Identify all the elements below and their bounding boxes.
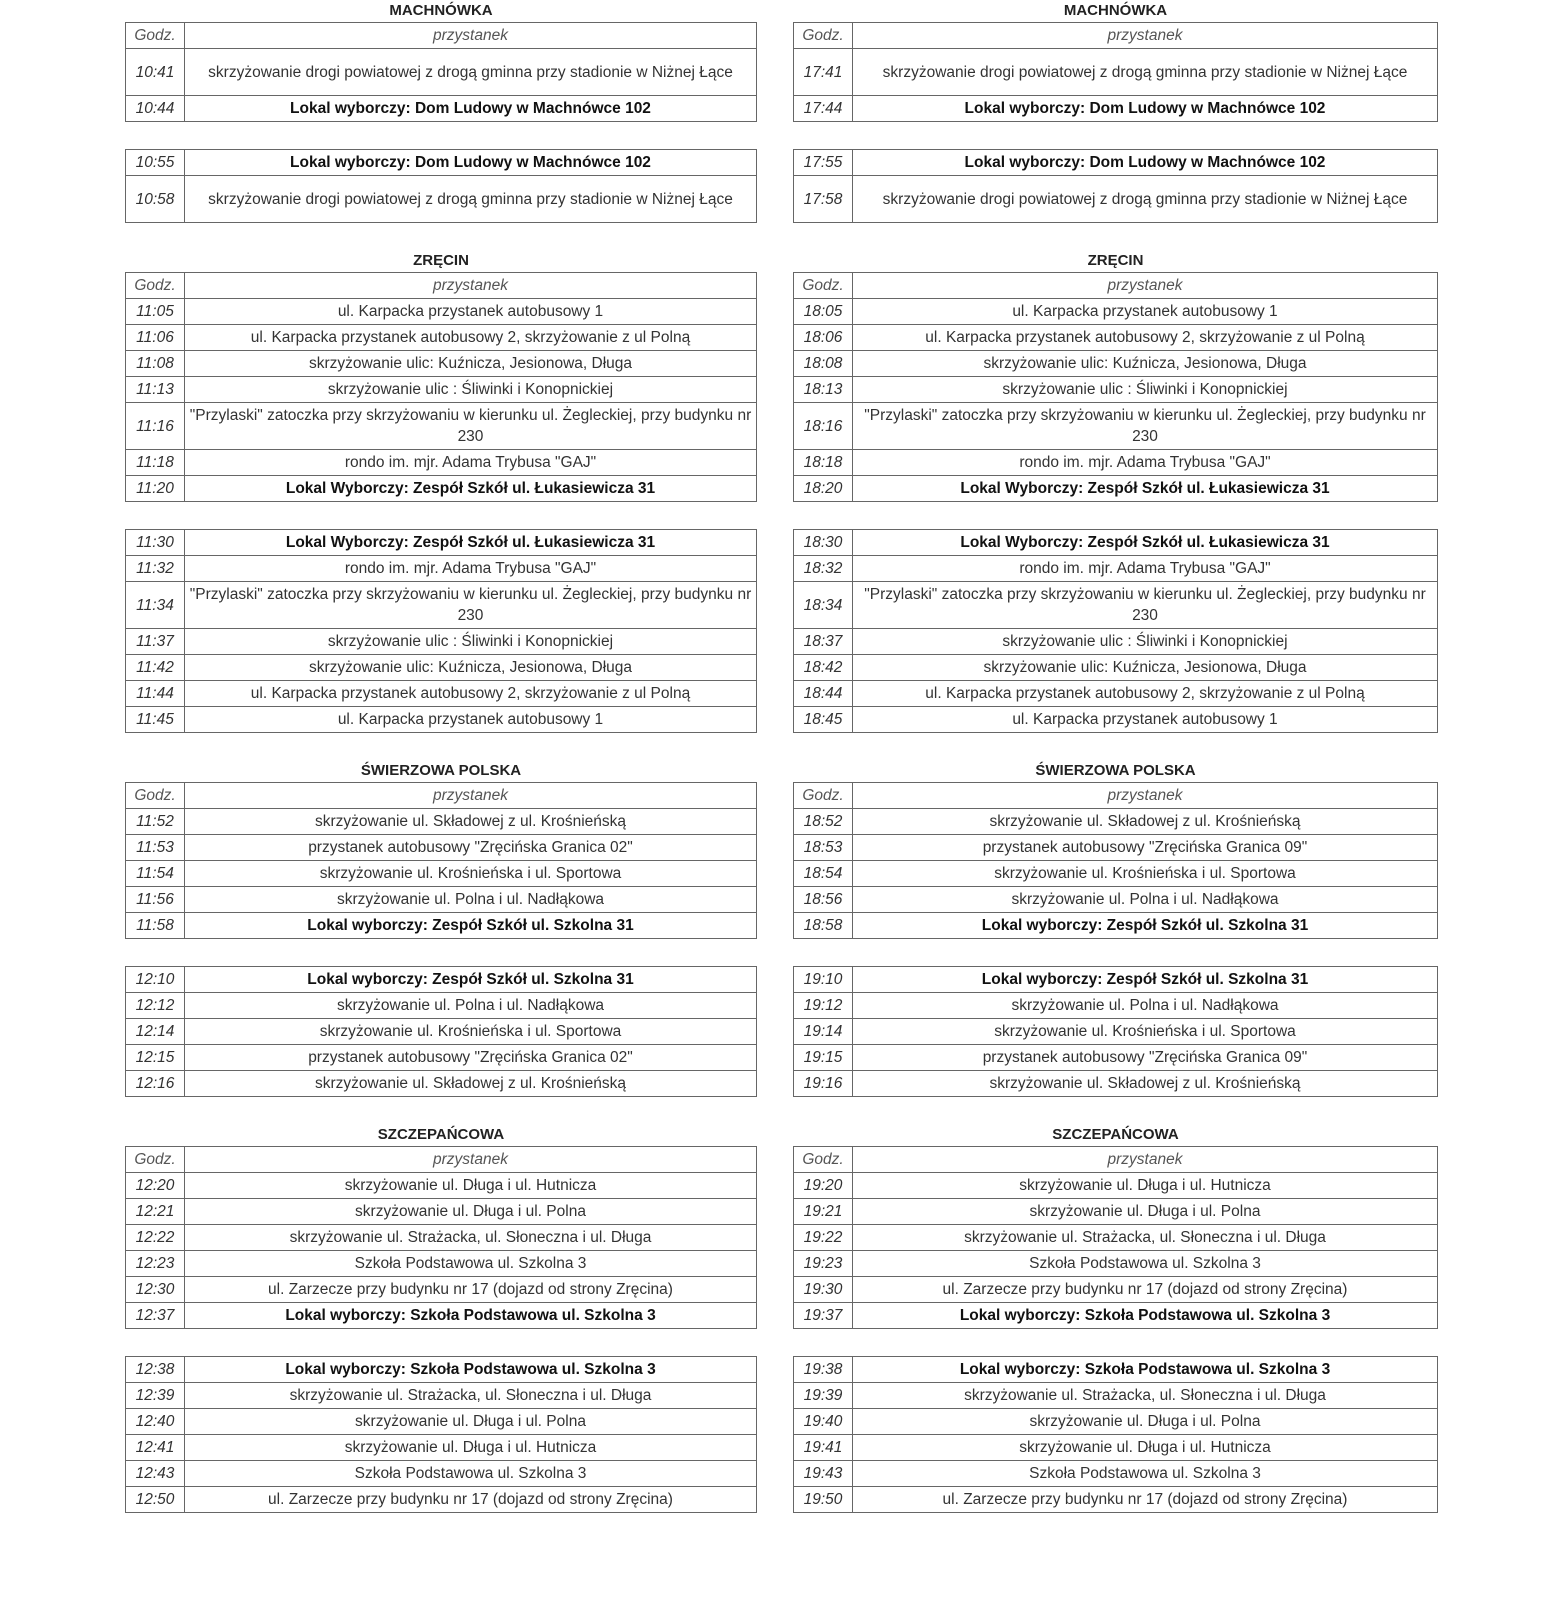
departure-time: 10:55 bbox=[126, 150, 185, 176]
stop-name: ul. Karpacka przystanek autobusowy 2, skrzyżowanie z ul Polną bbox=[185, 325, 757, 351]
table-header-row bbox=[126, 273, 757, 299]
departure-time: 12:23 bbox=[126, 1251, 185, 1277]
timetable bbox=[125, 1146, 757, 1329]
departure-time: 18:54 bbox=[794, 861, 853, 887]
departure-time: 12:38 bbox=[126, 1357, 185, 1383]
table-row bbox=[794, 913, 1438, 939]
departure-time: 11:18 bbox=[126, 450, 185, 476]
stop-column-header: przystanek bbox=[853, 273, 1438, 299]
departure-time: 18:37 bbox=[794, 629, 853, 655]
departure-time: 18:20 bbox=[794, 476, 853, 502]
table-row bbox=[126, 861, 757, 887]
timetable bbox=[793, 1356, 1438, 1513]
stop-name: skrzyżowanie ul. Krośnieńska i ul. Sportowa bbox=[185, 1019, 757, 1045]
stop-name: Lokal Wyborczy: Zespół Szkół ul. Łukasiewicza 31 bbox=[185, 476, 757, 502]
table-row bbox=[794, 556, 1438, 582]
table-row bbox=[794, 993, 1438, 1019]
departure-time: 12:50 bbox=[126, 1487, 185, 1513]
table-row bbox=[794, 325, 1438, 351]
stop-name: skrzyżowanie ul. Polna i ul. Nadłąkowa bbox=[853, 887, 1438, 913]
table-row bbox=[794, 967, 1438, 993]
table-row bbox=[126, 681, 757, 707]
table-row bbox=[126, 1225, 757, 1251]
stop-name: skrzyżowanie ul. Strażacka, ul. Słoneczna i ul. Długa bbox=[853, 1383, 1438, 1409]
departure-time: 11:13 bbox=[126, 377, 185, 403]
table-row bbox=[794, 1019, 1438, 1045]
stop-name: ul. Zarzecze przy budynku nr 17 (dojazd od strony Zręcina) bbox=[185, 1487, 757, 1513]
departure-time: 18:45 bbox=[794, 707, 853, 733]
table-row bbox=[794, 835, 1438, 861]
timetable bbox=[125, 782, 757, 939]
table-row bbox=[126, 1409, 757, 1435]
table-row bbox=[794, 707, 1438, 733]
departure-time: 11:06 bbox=[126, 325, 185, 351]
stop-name: "Przylaski" zatoczka przy skrzyżowaniu w kierunku ul. Żegleckiej, przy budynku nr 230 bbox=[853, 403, 1438, 450]
stop-name: Lokal wyborczy: Dom Ludowy w Machnówce 102 bbox=[853, 96, 1438, 122]
stop-name: Lokal Wyborczy: Zespół Szkół ul. Łukasiewicza 31 bbox=[853, 530, 1438, 556]
stop-name: skrzyżowanie ulic: Kuźnicza, Jesionowa, Długa bbox=[185, 351, 757, 377]
stop-name: Lokal wyborczy: Zespół Szkół ul. Szkolna 31 bbox=[185, 967, 757, 993]
departure-time: 12:14 bbox=[126, 1019, 185, 1045]
stop-column-header: przystanek bbox=[853, 23, 1438, 49]
table-row bbox=[126, 530, 757, 556]
table-row bbox=[794, 450, 1438, 476]
departure-time: 12:37 bbox=[126, 1303, 185, 1329]
table-row bbox=[126, 299, 757, 325]
departure-time: 19:30 bbox=[794, 1277, 853, 1303]
table-row bbox=[794, 582, 1438, 629]
timetable bbox=[793, 966, 1438, 1097]
stop-name: skrzyżowanie ulic: Kuźnicza, Jesionowa, Długa bbox=[185, 655, 757, 681]
table-row bbox=[126, 556, 757, 582]
table-header-row bbox=[794, 273, 1438, 299]
stop-name: rondo im. mjr. Adama Trybusa "GAJ" bbox=[185, 556, 757, 582]
departure-time: 19:37 bbox=[794, 1303, 853, 1329]
stop-name: skrzyżowanie ul. Długa i ul. Polna bbox=[185, 1409, 757, 1435]
stop-name: Szkoła Podstawowa ul. Szkolna 3 bbox=[853, 1461, 1438, 1487]
stop-name: skrzyżowanie drogi powiatowej z drogą gminna przy stadionie w Niżnej Łące bbox=[853, 176, 1438, 223]
timetable bbox=[793, 1146, 1438, 1329]
time-column-header: Godz. bbox=[794, 783, 853, 809]
stop-name: Lokal wyborczy: Szkoła Podstawowa ul. Szkolna 3 bbox=[185, 1357, 757, 1383]
table-row bbox=[126, 1461, 757, 1487]
departure-time: 19:23 bbox=[794, 1251, 853, 1277]
table-row bbox=[126, 96, 757, 122]
table-row bbox=[794, 1225, 1438, 1251]
table-row bbox=[126, 1045, 757, 1071]
departure-time: 10:58 bbox=[126, 176, 185, 223]
stop-name: "Przylaski" zatoczka przy skrzyżowaniu w kierunku ul. Żegleckiej, przy budynku nr 230 bbox=[185, 582, 757, 629]
table-row bbox=[126, 1019, 757, 1045]
table-row bbox=[126, 655, 757, 681]
departure-time: 12:16 bbox=[126, 1071, 185, 1097]
section-title: MACHNÓWKA bbox=[389, 2, 493, 19]
table-row bbox=[126, 913, 757, 939]
table-row bbox=[794, 1199, 1438, 1225]
table-row bbox=[794, 861, 1438, 887]
stop-name: skrzyżowanie ulic : Śliwinki i Konopnickiej bbox=[185, 629, 757, 655]
table-row bbox=[794, 476, 1438, 502]
stop-name: ul. Karpacka przystanek autobusowy 1 bbox=[185, 299, 757, 325]
table-row bbox=[794, 1071, 1438, 1097]
table-row bbox=[126, 707, 757, 733]
departure-time: 12:12 bbox=[126, 993, 185, 1019]
departure-time: 11:54 bbox=[126, 861, 185, 887]
table-row bbox=[794, 530, 1438, 556]
stop-name: ul. Karpacka przystanek autobusowy 1 bbox=[185, 707, 757, 733]
departure-time: 11:30 bbox=[126, 530, 185, 556]
table-row bbox=[794, 887, 1438, 913]
stop-column-header: przystanek bbox=[853, 783, 1438, 809]
table-header-row bbox=[794, 783, 1438, 809]
stop-name: skrzyżowanie ul. Strażacka, ul. Słoneczna i ul. Długa bbox=[853, 1225, 1438, 1251]
stop-name: skrzyżowanie ul. Strażacka, ul. Słoneczna i ul. Długa bbox=[185, 1225, 757, 1251]
departure-time: 19:15 bbox=[794, 1045, 853, 1071]
timetable bbox=[125, 149, 757, 223]
stop-name: skrzyżowanie ul. Krośnieńska i ul. Sportowa bbox=[853, 861, 1438, 887]
timetable bbox=[125, 272, 757, 502]
table-row bbox=[126, 450, 757, 476]
table-row bbox=[794, 299, 1438, 325]
table-row bbox=[794, 377, 1438, 403]
departure-time: 18:13 bbox=[794, 377, 853, 403]
departure-time: 10:44 bbox=[126, 96, 185, 122]
departure-time: 11:32 bbox=[126, 556, 185, 582]
departure-time: 11:34 bbox=[126, 582, 185, 629]
table-row bbox=[794, 403, 1438, 450]
table-row bbox=[126, 835, 757, 861]
timetable bbox=[793, 149, 1438, 223]
stop-column-header: przystanek bbox=[185, 1147, 757, 1173]
departure-time: 18:56 bbox=[794, 887, 853, 913]
stop-name: Lokal wyborczy: Dom Ludowy w Machnówce 102 bbox=[185, 96, 757, 122]
table-row bbox=[794, 351, 1438, 377]
section-title: ŚWIERZOWA POLSKA bbox=[360, 762, 522, 779]
departure-time: 11:44 bbox=[126, 681, 185, 707]
table-row bbox=[794, 1357, 1438, 1383]
right-column-schedule bbox=[793, 0, 1438, 1540]
stop-name: skrzyżowanie ul. Długa i ul. Hutnicza bbox=[185, 1173, 757, 1199]
table-row bbox=[126, 1277, 757, 1303]
stop-name: skrzyżowanie ulic : Śliwinki i Konopnickiej bbox=[185, 377, 757, 403]
stop-name: przystanek autobusowy "Zręcińska Granica 02" bbox=[185, 1045, 757, 1071]
stop-name: Lokal wyborczy: Szkoła Podstawowa ul. Szkolna 3 bbox=[853, 1357, 1438, 1383]
stop-name: skrzyżowanie ul. Strażacka, ul. Słoneczna i ul. Długa bbox=[185, 1383, 757, 1409]
departure-time: 19:43 bbox=[794, 1461, 853, 1487]
table-row bbox=[126, 1435, 757, 1461]
section-title: ZRĘCIN bbox=[413, 252, 469, 269]
stop-name: Szkoła Podstawowa ul. Szkolna 3 bbox=[185, 1461, 757, 1487]
table-row bbox=[126, 1071, 757, 1097]
stop-name: skrzyżowanie ul. Długa i ul. Hutnicza bbox=[853, 1173, 1438, 1199]
departure-time: 12:40 bbox=[126, 1409, 185, 1435]
table-row bbox=[126, 993, 757, 1019]
departure-time: 18:42 bbox=[794, 655, 853, 681]
table-row bbox=[794, 1435, 1438, 1461]
stop-name: ul. Zarzecze przy budynku nr 17 (dojazd od strony Zręcina) bbox=[185, 1277, 757, 1303]
departure-time: 18:32 bbox=[794, 556, 853, 582]
table-row bbox=[126, 1357, 757, 1383]
departure-time: 12:20 bbox=[126, 1173, 185, 1199]
stop-name: "Przylaski" zatoczka przy skrzyżowaniu w kierunku ul. Żegleckiej, przy budynku nr 230 bbox=[853, 582, 1438, 629]
stop-name: Lokal wyborczy: Dom Ludowy w Machnówce 102 bbox=[853, 150, 1438, 176]
table-row bbox=[126, 1303, 757, 1329]
table-row bbox=[126, 150, 757, 176]
departure-time: 19:41 bbox=[794, 1435, 853, 1461]
stop-name: skrzyżowanie ul. Składowej z ul. Krośnieńską bbox=[185, 809, 757, 835]
stop-name: skrzyżowanie ul. Długa i ul. Polna bbox=[185, 1199, 757, 1225]
stop-name: Lokal wyborczy: Zespół Szkół ul. Szkolna 31 bbox=[185, 913, 757, 939]
departure-time: 11:52 bbox=[126, 809, 185, 835]
stop-name: skrzyżowanie drogi powiatowej z drogą gminna przy stadionie w Niżnej Łące bbox=[185, 176, 757, 223]
departure-time: 17:44 bbox=[794, 96, 853, 122]
stop-name: Szkoła Podstawowa ul. Szkolna 3 bbox=[185, 1251, 757, 1277]
stop-name: skrzyżowanie ul. Składowej z ul. Krośnieńską bbox=[853, 1071, 1438, 1097]
section-title: SZCZEPAŃCOWA bbox=[377, 1126, 505, 1143]
departure-time: 18:58 bbox=[794, 913, 853, 939]
table-row bbox=[126, 476, 757, 502]
departure-time: 17:58 bbox=[794, 176, 853, 223]
stop-name: przystanek autobusowy "Zręcińska Granica 09" bbox=[853, 1045, 1438, 1071]
departure-time: 12:30 bbox=[126, 1277, 185, 1303]
section-title: ŚWIERZOWA POLSKA bbox=[1035, 762, 1196, 779]
departure-time: 11:08 bbox=[126, 351, 185, 377]
table-row bbox=[794, 49, 1438, 96]
departure-time: 19:40 bbox=[794, 1409, 853, 1435]
table-header-row bbox=[126, 23, 757, 49]
table-row bbox=[794, 1383, 1438, 1409]
stop-name: rondo im. mjr. Adama Trybusa "GAJ" bbox=[853, 450, 1438, 476]
time-column-header: Godz. bbox=[126, 1147, 185, 1173]
departure-time: 12:21 bbox=[126, 1199, 185, 1225]
table-header-row bbox=[794, 1147, 1438, 1173]
stop-name: skrzyżowanie ul. Długa i ul. Polna bbox=[853, 1199, 1438, 1225]
stop-name: Lokal wyborczy: Szkoła Podstawowa ul. Szkolna 3 bbox=[185, 1303, 757, 1329]
table-row bbox=[794, 629, 1438, 655]
stop-name: skrzyżowanie ulic: Kuźnicza, Jesionowa, Długa bbox=[853, 351, 1438, 377]
stop-column-header: przystanek bbox=[185, 273, 757, 299]
table-row bbox=[794, 1045, 1438, 1071]
departure-time: 19:20 bbox=[794, 1173, 853, 1199]
departure-time: 19:39 bbox=[794, 1383, 853, 1409]
departure-time: 12:22 bbox=[126, 1225, 185, 1251]
departure-time: 11:16 bbox=[126, 403, 185, 450]
table-row bbox=[794, 681, 1438, 707]
table-row bbox=[794, 1303, 1438, 1329]
stop-name: skrzyżowanie ul. Składowej z ul. Krośnieńską bbox=[853, 809, 1438, 835]
stop-name: skrzyżowanie ul. Długa i ul. Hutnicza bbox=[853, 1435, 1438, 1461]
table-header-row bbox=[126, 1147, 757, 1173]
stop-name: przystanek autobusowy "Zręcińska Granica 09" bbox=[853, 835, 1438, 861]
stop-column-header: przystanek bbox=[185, 783, 757, 809]
table-row bbox=[126, 1173, 757, 1199]
stop-name: skrzyżowanie ul. Długa i ul. Polna bbox=[853, 1409, 1438, 1435]
stop-name: skrzyżowanie ul. Składowej z ul. Krośnieńską bbox=[185, 1071, 757, 1097]
table-row bbox=[126, 887, 757, 913]
stop-name: ul. Karpacka przystanek autobusowy 1 bbox=[853, 299, 1438, 325]
table-row bbox=[794, 1461, 1438, 1487]
departure-time: 17:41 bbox=[794, 49, 853, 96]
stop-name: Lokal wyborczy: Zespół Szkół ul. Szkolna 31 bbox=[853, 913, 1438, 939]
stop-name: skrzyżowanie ul. Polna i ul. Nadłąkowa bbox=[185, 993, 757, 1019]
stop-name: skrzyżowanie ul. Polna i ul. Nadłąkowa bbox=[185, 887, 757, 913]
departure-time: 11:56 bbox=[126, 887, 185, 913]
time-column-header: Godz. bbox=[794, 273, 853, 299]
departure-time: 11:42 bbox=[126, 655, 185, 681]
departure-time: 12:39 bbox=[126, 1383, 185, 1409]
departure-time: 17:55 bbox=[794, 150, 853, 176]
time-column-header: Godz. bbox=[126, 783, 185, 809]
table-row bbox=[126, 1251, 757, 1277]
table-row bbox=[794, 1173, 1438, 1199]
time-column-header: Godz. bbox=[126, 23, 185, 49]
stop-name: Lokal wyborczy: Szkoła Podstawowa ul. Szkolna 3 bbox=[853, 1303, 1438, 1329]
left-column-schedule bbox=[125, 0, 757, 1540]
table-header-row bbox=[126, 783, 757, 809]
departure-time: 19:50 bbox=[794, 1487, 853, 1513]
table-row bbox=[794, 1251, 1438, 1277]
time-column-header: Godz. bbox=[126, 273, 185, 299]
timetable bbox=[125, 22, 757, 122]
table-row bbox=[794, 1277, 1438, 1303]
departure-time: 12:15 bbox=[126, 1045, 185, 1071]
departure-time: 19:21 bbox=[794, 1199, 853, 1225]
stop-name: Lokal Wyborczy: Zespół Szkół ul. Łukasiewicza 31 bbox=[185, 530, 757, 556]
section-title: MACHNÓWKA bbox=[1063, 2, 1168, 19]
departure-time: 19:22 bbox=[794, 1225, 853, 1251]
timetable bbox=[125, 966, 757, 1097]
departure-time: 18:08 bbox=[794, 351, 853, 377]
departure-time: 18:44 bbox=[794, 681, 853, 707]
stop-name: Szkoła Podstawowa ul. Szkolna 3 bbox=[853, 1251, 1438, 1277]
departure-time: 10:41 bbox=[126, 49, 185, 96]
stop-name: ul. Karpacka przystanek autobusowy 2, skrzyżowanie z ul Polną bbox=[185, 681, 757, 707]
stop-name: skrzyżowanie ul. Polna i ul. Nadłąkowa bbox=[853, 993, 1438, 1019]
timetable bbox=[793, 22, 1438, 122]
departure-time: 12:10 bbox=[126, 967, 185, 993]
table-row bbox=[126, 49, 757, 96]
stop-name: ul. Zarzecze przy budynku nr 17 (dojazd od strony Zręcina) bbox=[853, 1277, 1438, 1303]
departure-time: 18:30 bbox=[794, 530, 853, 556]
departure-time: 11:58 bbox=[126, 913, 185, 939]
table-row bbox=[126, 967, 757, 993]
table-row bbox=[126, 377, 757, 403]
departure-time: 12:43 bbox=[126, 1461, 185, 1487]
stop-name: skrzyżowanie ulic: Kuźnicza, Jesionowa, Długa bbox=[853, 655, 1438, 681]
stop-name: rondo im. mjr. Adama Trybusa "GAJ" bbox=[185, 450, 757, 476]
stop-name: Lokal wyborczy: Dom Ludowy w Machnówce 102 bbox=[185, 150, 757, 176]
stop-name: przystanek autobusowy "Zręcińska Granica 02" bbox=[185, 835, 757, 861]
table-row bbox=[794, 150, 1438, 176]
table-header-row bbox=[794, 23, 1438, 49]
stop-name: ul. Zarzecze przy budynku nr 17 (dojazd od strony Zręcina) bbox=[853, 1487, 1438, 1513]
table-row bbox=[126, 325, 757, 351]
departure-time: 18:52 bbox=[794, 809, 853, 835]
stop-name: ul. Karpacka przystanek autobusowy 2, skrzyżowanie z ul Polną bbox=[853, 325, 1438, 351]
stop-column-header: przystanek bbox=[853, 1147, 1438, 1173]
table-row bbox=[794, 1487, 1438, 1513]
stop-name: "Przylaski" zatoczka przy skrzyżowaniu w kierunku ul. Żegleckiej, przy budynku nr 230 bbox=[185, 403, 757, 450]
table-row bbox=[126, 582, 757, 629]
section-title: ZRĘCIN bbox=[1087, 252, 1144, 269]
departure-time: 19:10 bbox=[794, 967, 853, 993]
table-row bbox=[794, 809, 1438, 835]
departure-time: 18:06 bbox=[794, 325, 853, 351]
timetable bbox=[125, 1356, 757, 1513]
stop-name: skrzyżowanie ul. Krośnieńska i ul. Sportowa bbox=[185, 861, 757, 887]
stop-name: Lokal wyborczy: Zespół Szkół ul. Szkolna 31 bbox=[853, 967, 1438, 993]
departure-time: 18:16 bbox=[794, 403, 853, 450]
table-row bbox=[126, 403, 757, 450]
timetable bbox=[793, 782, 1438, 939]
departure-time: 18:05 bbox=[794, 299, 853, 325]
stop-name: skrzyżowanie drogi powiatowej z drogą gminna przy stadionie w Niżnej Łące bbox=[185, 49, 757, 96]
table-row bbox=[126, 1383, 757, 1409]
stop-name: skrzyżowanie ulic : Śliwinki i Konopnickiej bbox=[853, 629, 1438, 655]
table-row bbox=[126, 351, 757, 377]
table-row bbox=[794, 176, 1438, 223]
departure-time: 18:18 bbox=[794, 450, 853, 476]
departure-time: 11:37 bbox=[126, 629, 185, 655]
departure-time: 11:20 bbox=[126, 476, 185, 502]
timetable bbox=[793, 272, 1438, 502]
stop-name: skrzyżowanie ulic : Śliwinki i Konopnickiej bbox=[853, 377, 1438, 403]
table-row bbox=[126, 629, 757, 655]
departure-time: 11:45 bbox=[126, 707, 185, 733]
departure-time: 19:14 bbox=[794, 1019, 853, 1045]
departure-time: 11:53 bbox=[126, 835, 185, 861]
timetable bbox=[793, 529, 1438, 733]
stop-name: ul. Karpacka przystanek autobusowy 1 bbox=[853, 707, 1438, 733]
stop-name: skrzyżowanie ul. Długa i ul. Hutnicza bbox=[185, 1435, 757, 1461]
stop-name: ul. Karpacka przystanek autobusowy 2, skrzyżowanie z ul Polną bbox=[853, 681, 1438, 707]
departure-time: 18:34 bbox=[794, 582, 853, 629]
departure-time: 19:12 bbox=[794, 993, 853, 1019]
section-title: SZCZEPAŃCOWA bbox=[1052, 1126, 1179, 1143]
departure-time: 12:41 bbox=[126, 1435, 185, 1461]
departure-time: 11:05 bbox=[126, 299, 185, 325]
stop-name: rondo im. mjr. Adama Trybusa "GAJ" bbox=[853, 556, 1438, 582]
time-column-header: Godz. bbox=[794, 1147, 853, 1173]
timetable bbox=[125, 529, 757, 733]
table-row bbox=[794, 96, 1438, 122]
stop-name: skrzyżowanie ul. Krośnieńska i ul. Sportowa bbox=[853, 1019, 1438, 1045]
table-row bbox=[126, 176, 757, 223]
table-row bbox=[126, 1487, 757, 1513]
departure-time: 19:38 bbox=[794, 1357, 853, 1383]
departure-time: 19:16 bbox=[794, 1071, 853, 1097]
departure-time: 18:53 bbox=[794, 835, 853, 861]
table-row bbox=[126, 809, 757, 835]
table-row bbox=[794, 1409, 1438, 1435]
stop-column-header: przystanek bbox=[185, 23, 757, 49]
stop-name: skrzyżowanie drogi powiatowej z drogą gminna przy stadionie w Niżnej Łące bbox=[853, 49, 1438, 96]
table-row bbox=[794, 655, 1438, 681]
time-column-header: Godz. bbox=[794, 23, 853, 49]
table-row bbox=[126, 1199, 757, 1225]
stop-name: Lokal Wyborczy: Zespół Szkół ul. Łukasiewicza 31 bbox=[853, 476, 1438, 502]
